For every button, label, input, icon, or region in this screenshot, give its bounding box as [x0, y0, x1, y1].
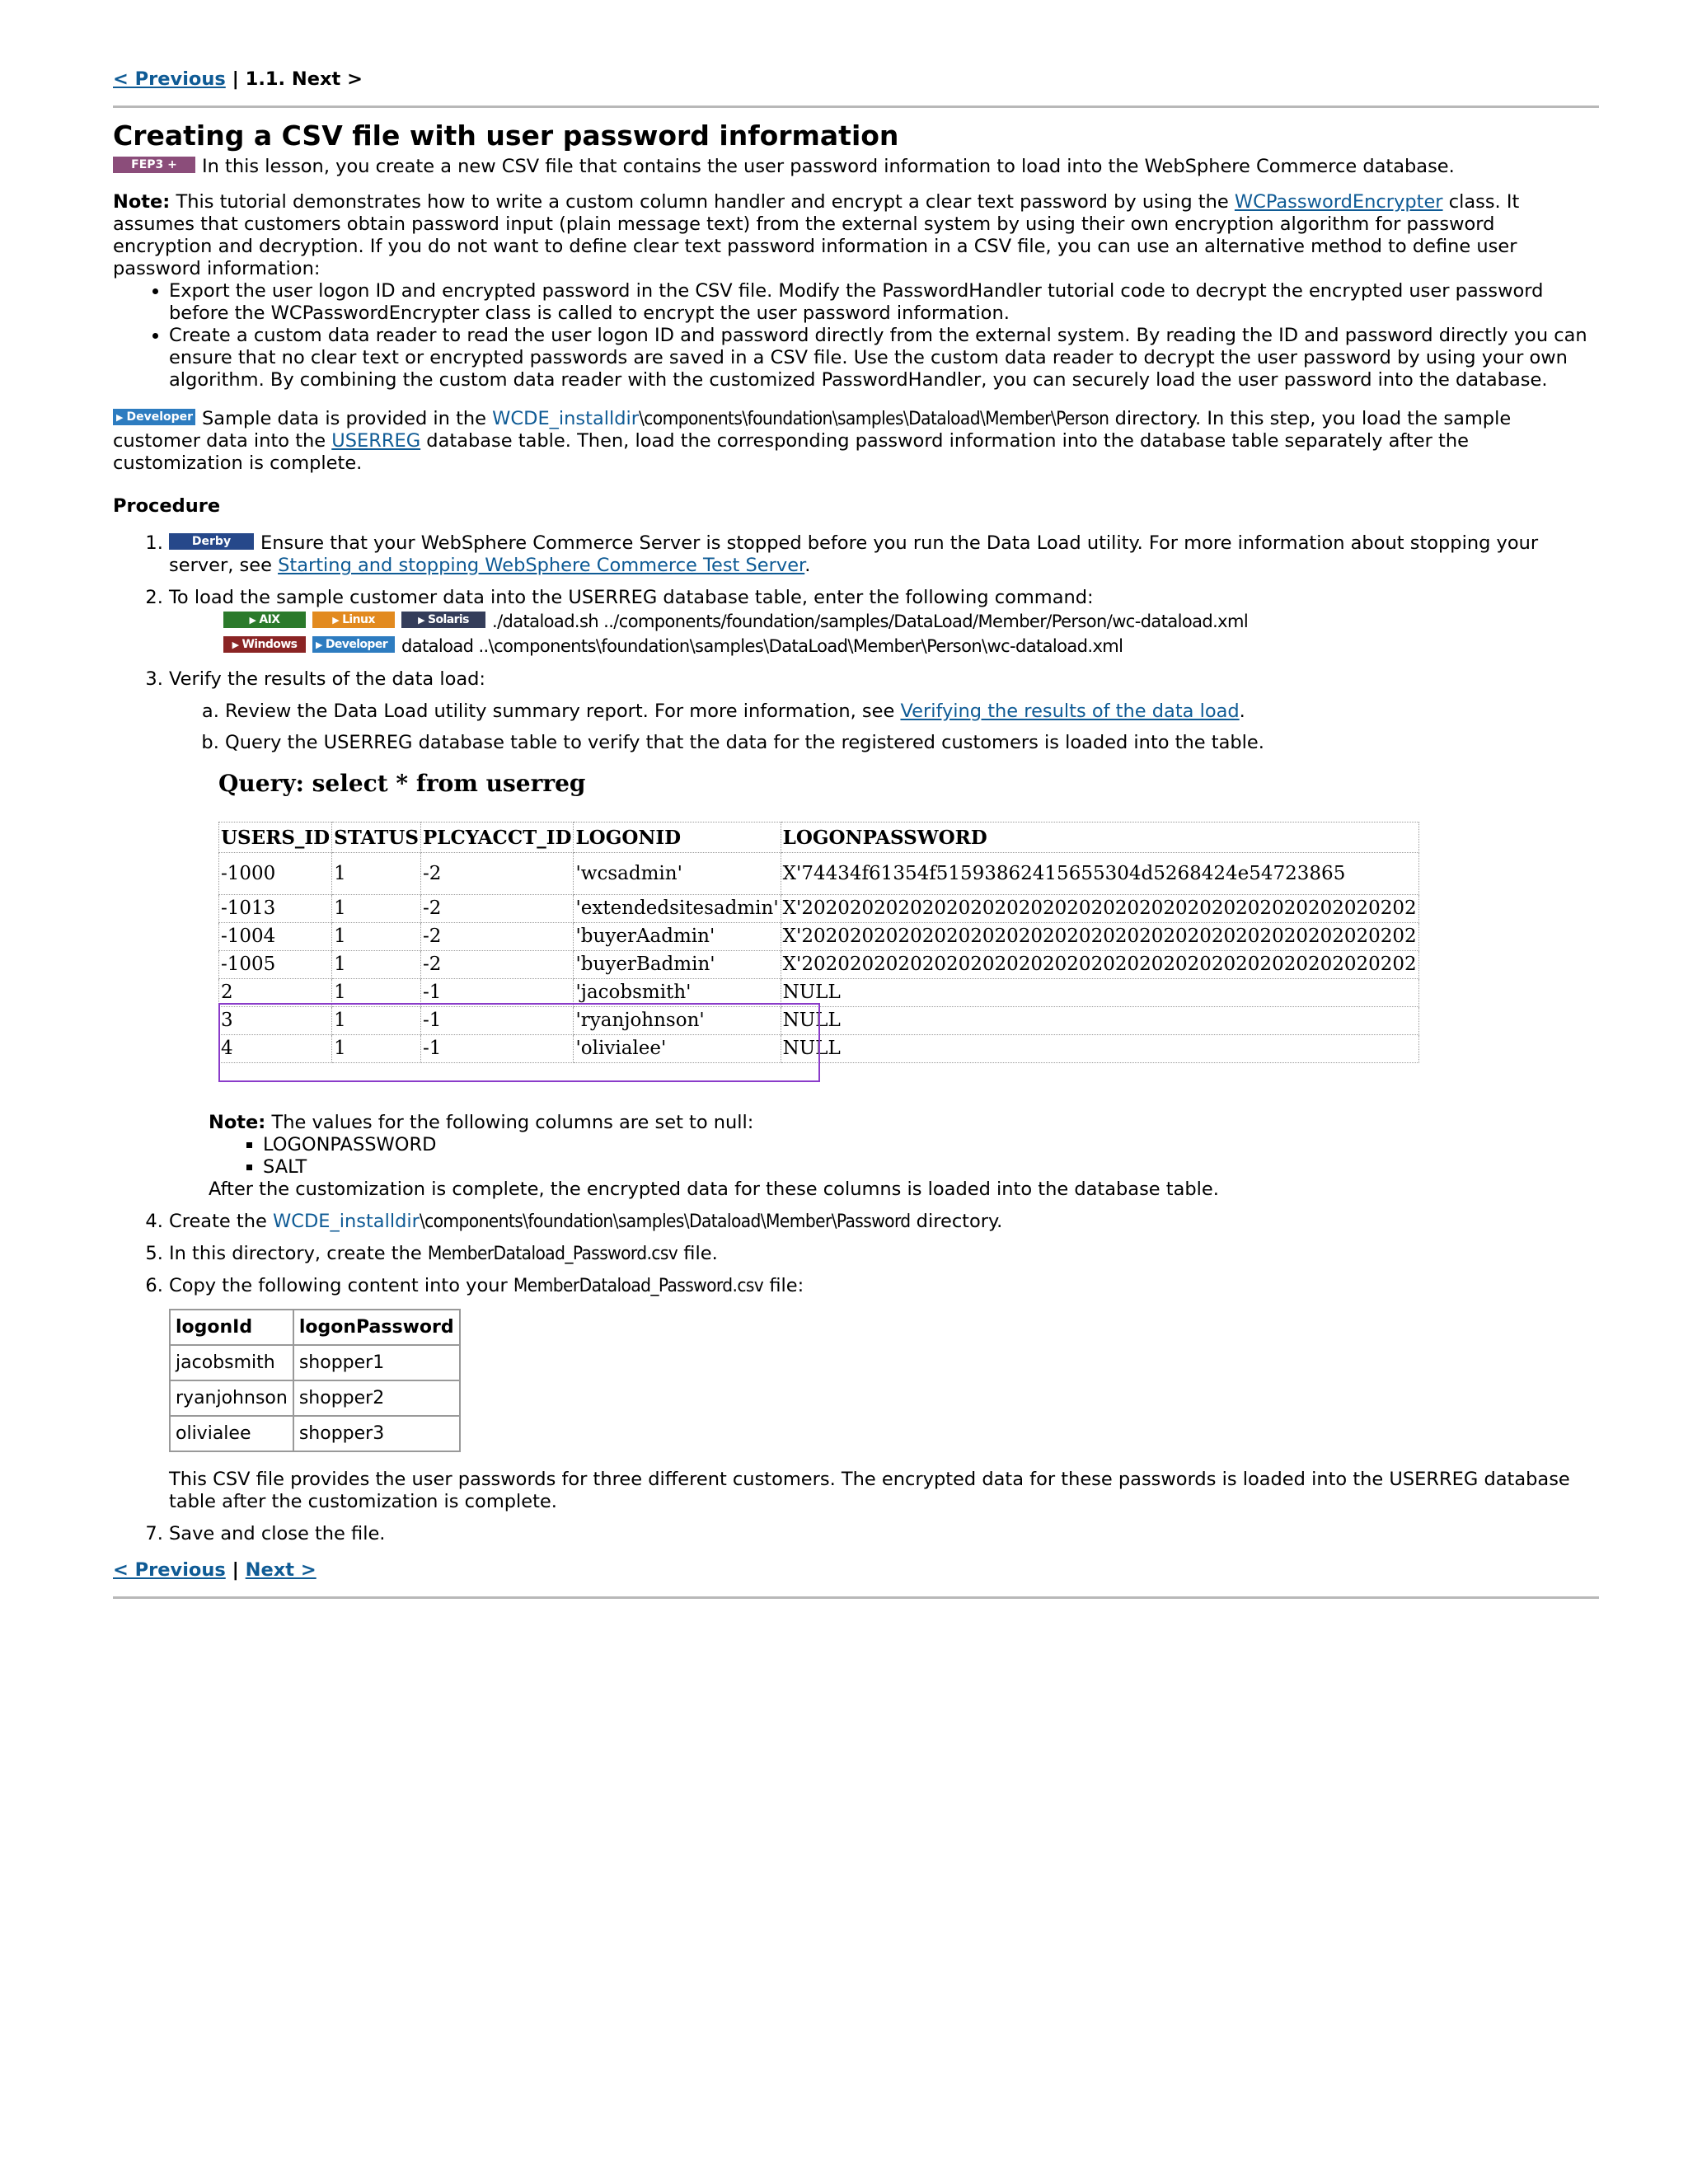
aix-badge: [223, 612, 306, 628]
procedure-heading: Procedure: [113, 495, 221, 517]
table-cell: -2: [420, 853, 574, 895]
next-label: 1.1. Next >: [245, 68, 363, 90]
list-item: • Export the user logon ID and encrypted password in the CSV file. Modify the PasswordHandler tutorial code to decrypt the encrypted user password before the WCPasswordEncrypter class is called to encrypt the user password information.: [169, 280, 1599, 325]
step-3b-text: Query the USERREG database table to verify that the data for the registered customers is loaded into the table.: [225, 732, 1264, 753]
step-5-end: file.: [678, 1243, 718, 1264]
next-link[interactable]: Next >: [245, 1559, 316, 1581]
top-navigation: [113, 64, 1599, 94]
table-cell: X'202020202020202020202020202020202020202020202020202: [781, 951, 1418, 979]
column-header: PLCYACCT_ID: [420, 823, 574, 853]
sample-text-3: database table. Then, load the corresponding password information into the database table separately after the customization is complete.: [113, 430, 1469, 474]
step-3a-end: .: [1239, 701, 1245, 722]
table-cell: 'wcsadmin': [574, 853, 781, 895]
highlight-box: [218, 1003, 820, 1082]
unix-command: ./dataload.sh ../components/foundation/samples/DataLoad/Member/Person/wc-dataload.xml: [492, 612, 1249, 631]
play-arrow-icon: ▶: [418, 615, 425, 626]
column-header: STATUS: [332, 823, 421, 853]
step-7: 7. Save and close the file.: [169, 1523, 1599, 1545]
column-header: LOGONID: [574, 823, 781, 853]
linux-badge: [312, 612, 395, 628]
table-cell: 'extendedsitesadmin': [574, 895, 781, 923]
play-arrow-icon: ▶: [232, 640, 239, 650]
nav-separator: |: [225, 1559, 246, 1581]
table-cell: X'202020202020202020202020202020202020202020202020202: [781, 895, 1418, 923]
column-header: USERS_ID: [219, 823, 332, 853]
derby-badge: Derby: [169, 533, 254, 550]
step-5: [169, 1243, 1599, 1265]
table-cell: shopper2: [293, 1380, 460, 1416]
developer-badge-label: Developer: [325, 638, 388, 651]
step-3-text: Verify the results of the data load:: [169, 668, 486, 690]
unix-command-row: [223, 609, 1599, 634]
step-6-text: Copy the following content into your: [169, 1275, 513, 1296]
sample-path: \components\foundation\samples\Dataload\Member\Person: [639, 408, 1109, 429]
table-cell: shopper3: [293, 1416, 460, 1451]
null-columns-list: [209, 1134, 1599, 1179]
table-cell: NULL: [781, 979, 1418, 1007]
step-4: [169, 1211, 1599, 1233]
windows-command: dataload ..\components\foundation\samples\DataLoad\Member\Person\wc-dataload.xml: [401, 636, 1123, 656]
csv-note: This CSV file provides the user passwords for three different customers. The encrypted data for these passwords is loaded into the USERREG database table after the customization is complete.: [169, 1469, 1570, 1512]
table-cell: -1004: [219, 923, 332, 951]
step-3a-text: Review the Data Load utility summary report. For more information, see: [225, 701, 901, 722]
step-1: [169, 532, 1599, 577]
table-cell: shopper1: [293, 1345, 460, 1380]
previous-link[interactable]: < Previous: [113, 68, 226, 90]
table-cell: -1005: [219, 951, 332, 979]
step-1-text: Ensure that your WebSphere Commerce Server is stopped before you run the Data Load utility. For more information about stopping your server, see: [169, 532, 1539, 576]
table-row: [170, 1380, 460, 1416]
linux-badge-label: Linux: [342, 613, 375, 626]
column-header: logonPassword: [293, 1310, 460, 1345]
solaris-badge-label: Solaris: [428, 613, 469, 626]
table-cell: 'buyerAadmin': [574, 923, 781, 951]
step-6: [169, 1275, 1599, 1513]
play-arrow-icon: ▶: [316, 640, 322, 650]
previous-link[interactable]: < Previous: [113, 1559, 226, 1581]
table-cell: ryanjohnson: [170, 1380, 293, 1416]
table-cell: 1: [332, 895, 421, 923]
verifying-results-link[interactable]: Verifying the results of the data load: [900, 701, 1240, 722]
step-4-end: directory.: [910, 1211, 1003, 1232]
step-3-substeps: [169, 701, 1599, 1201]
step-3: [169, 668, 1599, 1201]
table-cell: -2: [420, 895, 574, 923]
step-2: [169, 587, 1599, 658]
start-stop-server-link[interactable]: Starting and stopping WebSphere Commerce Test Server: [278, 555, 805, 576]
table-cell: X'202020202020202020202020202020202020202020202020202: [781, 923, 1418, 951]
column-header: logonId: [170, 1310, 293, 1345]
table-cell: -1000: [219, 853, 332, 895]
table-row: [219, 951, 1419, 979]
table-cell: 'jacobsmith': [574, 979, 781, 1007]
query-result-image: [209, 769, 1417, 1099]
developer-badge: [113, 409, 195, 425]
intro-paragraph: [113, 156, 1599, 178]
note-text-after: class. It assumes that customers obtain password input (plain message text) from the external system by using their own encryption algorithm for password encryption and decryption. If you do not want to define clear text password information in a CSV file, you can use an alternative method to define user password information:: [113, 191, 1520, 279]
step-6-end: file:: [763, 1275, 804, 1296]
developer-badge: [312, 636, 395, 653]
table-cell: -1: [420, 979, 574, 1007]
list-item: ▪ LOGONPASSWORD: [263, 1134, 1599, 1156]
table-cell: 1: [332, 979, 421, 1007]
table-cell: 1: [332, 923, 421, 951]
csv-filename: MemberDataload_Password.csv: [513, 1275, 764, 1296]
windows-badge: [223, 636, 306, 653]
csv-content-table: [169, 1309, 461, 1452]
table-cell: 'buyerBadmin': [574, 951, 781, 979]
csv-filename: MemberDataload_Password.csv: [427, 1243, 678, 1264]
step-5-text: In this directory, create the: [169, 1243, 428, 1264]
windows-command-row: [223, 634, 1599, 658]
table-cell: 1: [332, 951, 421, 979]
table-row: [170, 1345, 460, 1380]
table-row: [219, 895, 1419, 923]
note-text-before: This tutorial demonstrates how to write a custom column handler and encrypt a clear text password by using the: [170, 191, 1235, 213]
nav-separator: |: [225, 68, 246, 90]
table-cell: 2: [219, 979, 332, 1007]
windows-badge-label: Windows: [241, 638, 298, 651]
table-cell: 3: [219, 1007, 332, 1035]
password-path: \components\foundation\samples\Dataload\Member\Password: [419, 1211, 911, 1232]
sample-text-2: directory. In this step, you load the sample customer data into the: [113, 408, 1512, 452]
step-4-text: Create the: [169, 1211, 273, 1232]
developer-badge-label: Developer: [126, 410, 194, 424]
table-cell: olivialee: [170, 1416, 293, 1451]
query-title: Query: select * from userreg: [218, 770, 586, 797]
top-divider: [113, 105, 1599, 108]
play-arrow-icon: ▶: [332, 615, 340, 626]
table-cell: jacobsmith: [170, 1345, 293, 1380]
table-cell: -1013: [219, 895, 332, 923]
userreg-link[interactable]: USERREG: [331, 430, 421, 452]
null-after-text: After the customization is complete, the encrypted data for these columns is loaded into the database table.: [209, 1179, 1219, 1200]
sample-text-1: Sample data is provided in the: [202, 408, 493, 429]
note-block: [113, 191, 1599, 391]
play-arrow-icon: ▶: [116, 411, 124, 423]
step-1-end: .: [804, 555, 811, 576]
table-cell: X'74434f61354f51593862415655304d5268424e54723865: [781, 853, 1418, 895]
list-item: • Create a custom data reader to read the user logon ID and password directly from the external system. By reading the ID and password directly you can ensure that no clear text or encrypted passwords are saved in a CSV file. Use the custom data reader to decrypt the user password by using your own algorithm. By combining the custom data reader with the customized PasswordHandler, you can securely load the user password into the database.: [169, 325, 1599, 391]
wcpasswordencrypter-link[interactable]: WCPasswordEncrypter: [1234, 191, 1443, 213]
table-header-row: [170, 1310, 460, 1345]
play-arrow-icon: ▶: [249, 615, 256, 626]
table-cell: -2: [420, 923, 574, 951]
list-item: ▪ SALT: [263, 1156, 1599, 1179]
sample-data-paragraph: [113, 408, 1599, 475]
null-note-label: Note:: [209, 1112, 266, 1133]
intro-text: In this lesson, you create a new CSV file that contains the user password information to load into the WebSphere Commerce database.: [202, 156, 1455, 177]
note-label: Note:: [113, 191, 171, 213]
table-cell: 'olivialee': [574, 1035, 781, 1063]
step-3b: [209, 732, 1599, 1201]
aix-badge-label: AIX: [259, 613, 280, 626]
fep3-badge: FEP3 +: [113, 157, 195, 173]
procedure-steps: [113, 532, 1599, 1545]
table-cell: NULL: [781, 1035, 1418, 1063]
column-header: LOGONPASSWORD: [781, 823, 1418, 853]
table-cell: -1: [420, 1035, 574, 1063]
null-note-text: The values for the following columns are set to null:: [265, 1112, 754, 1133]
table-cell: 4: [219, 1035, 332, 1063]
page-title: Creating a CSV file with user password information: [113, 120, 899, 152]
table-cell: 1: [332, 1007, 421, 1035]
table-cell: -2: [420, 951, 574, 979]
bottom-navigation: [113, 1555, 1599, 1585]
table-cell: 1: [332, 853, 421, 895]
table-row: [219, 923, 1419, 951]
table-row: [170, 1416, 460, 1451]
table-row: [219, 853, 1419, 895]
step-2-text: To load the sample customer data into the USERREG database table, enter the following command:: [169, 587, 1094, 608]
table-cell: -1: [420, 1007, 574, 1035]
null-columns-note: [209, 1112, 1599, 1201]
table-cell: 'ryanjohnson': [574, 1007, 781, 1035]
installdir-variable: WCDE_installdir: [492, 408, 640, 429]
table-cell: 1: [332, 1035, 421, 1063]
table-cell: NULL: [781, 1007, 1418, 1035]
installdir-variable: WCDE_installdir: [273, 1211, 420, 1232]
note-bullet-list: [113, 280, 1599, 391]
solaris-badge: [401, 612, 485, 628]
table-header-row: [219, 823, 1419, 853]
bottom-divider: [113, 1596, 1599, 1599]
document-page: [113, 64, 1599, 1599]
step-3a: [225, 701, 1599, 723]
